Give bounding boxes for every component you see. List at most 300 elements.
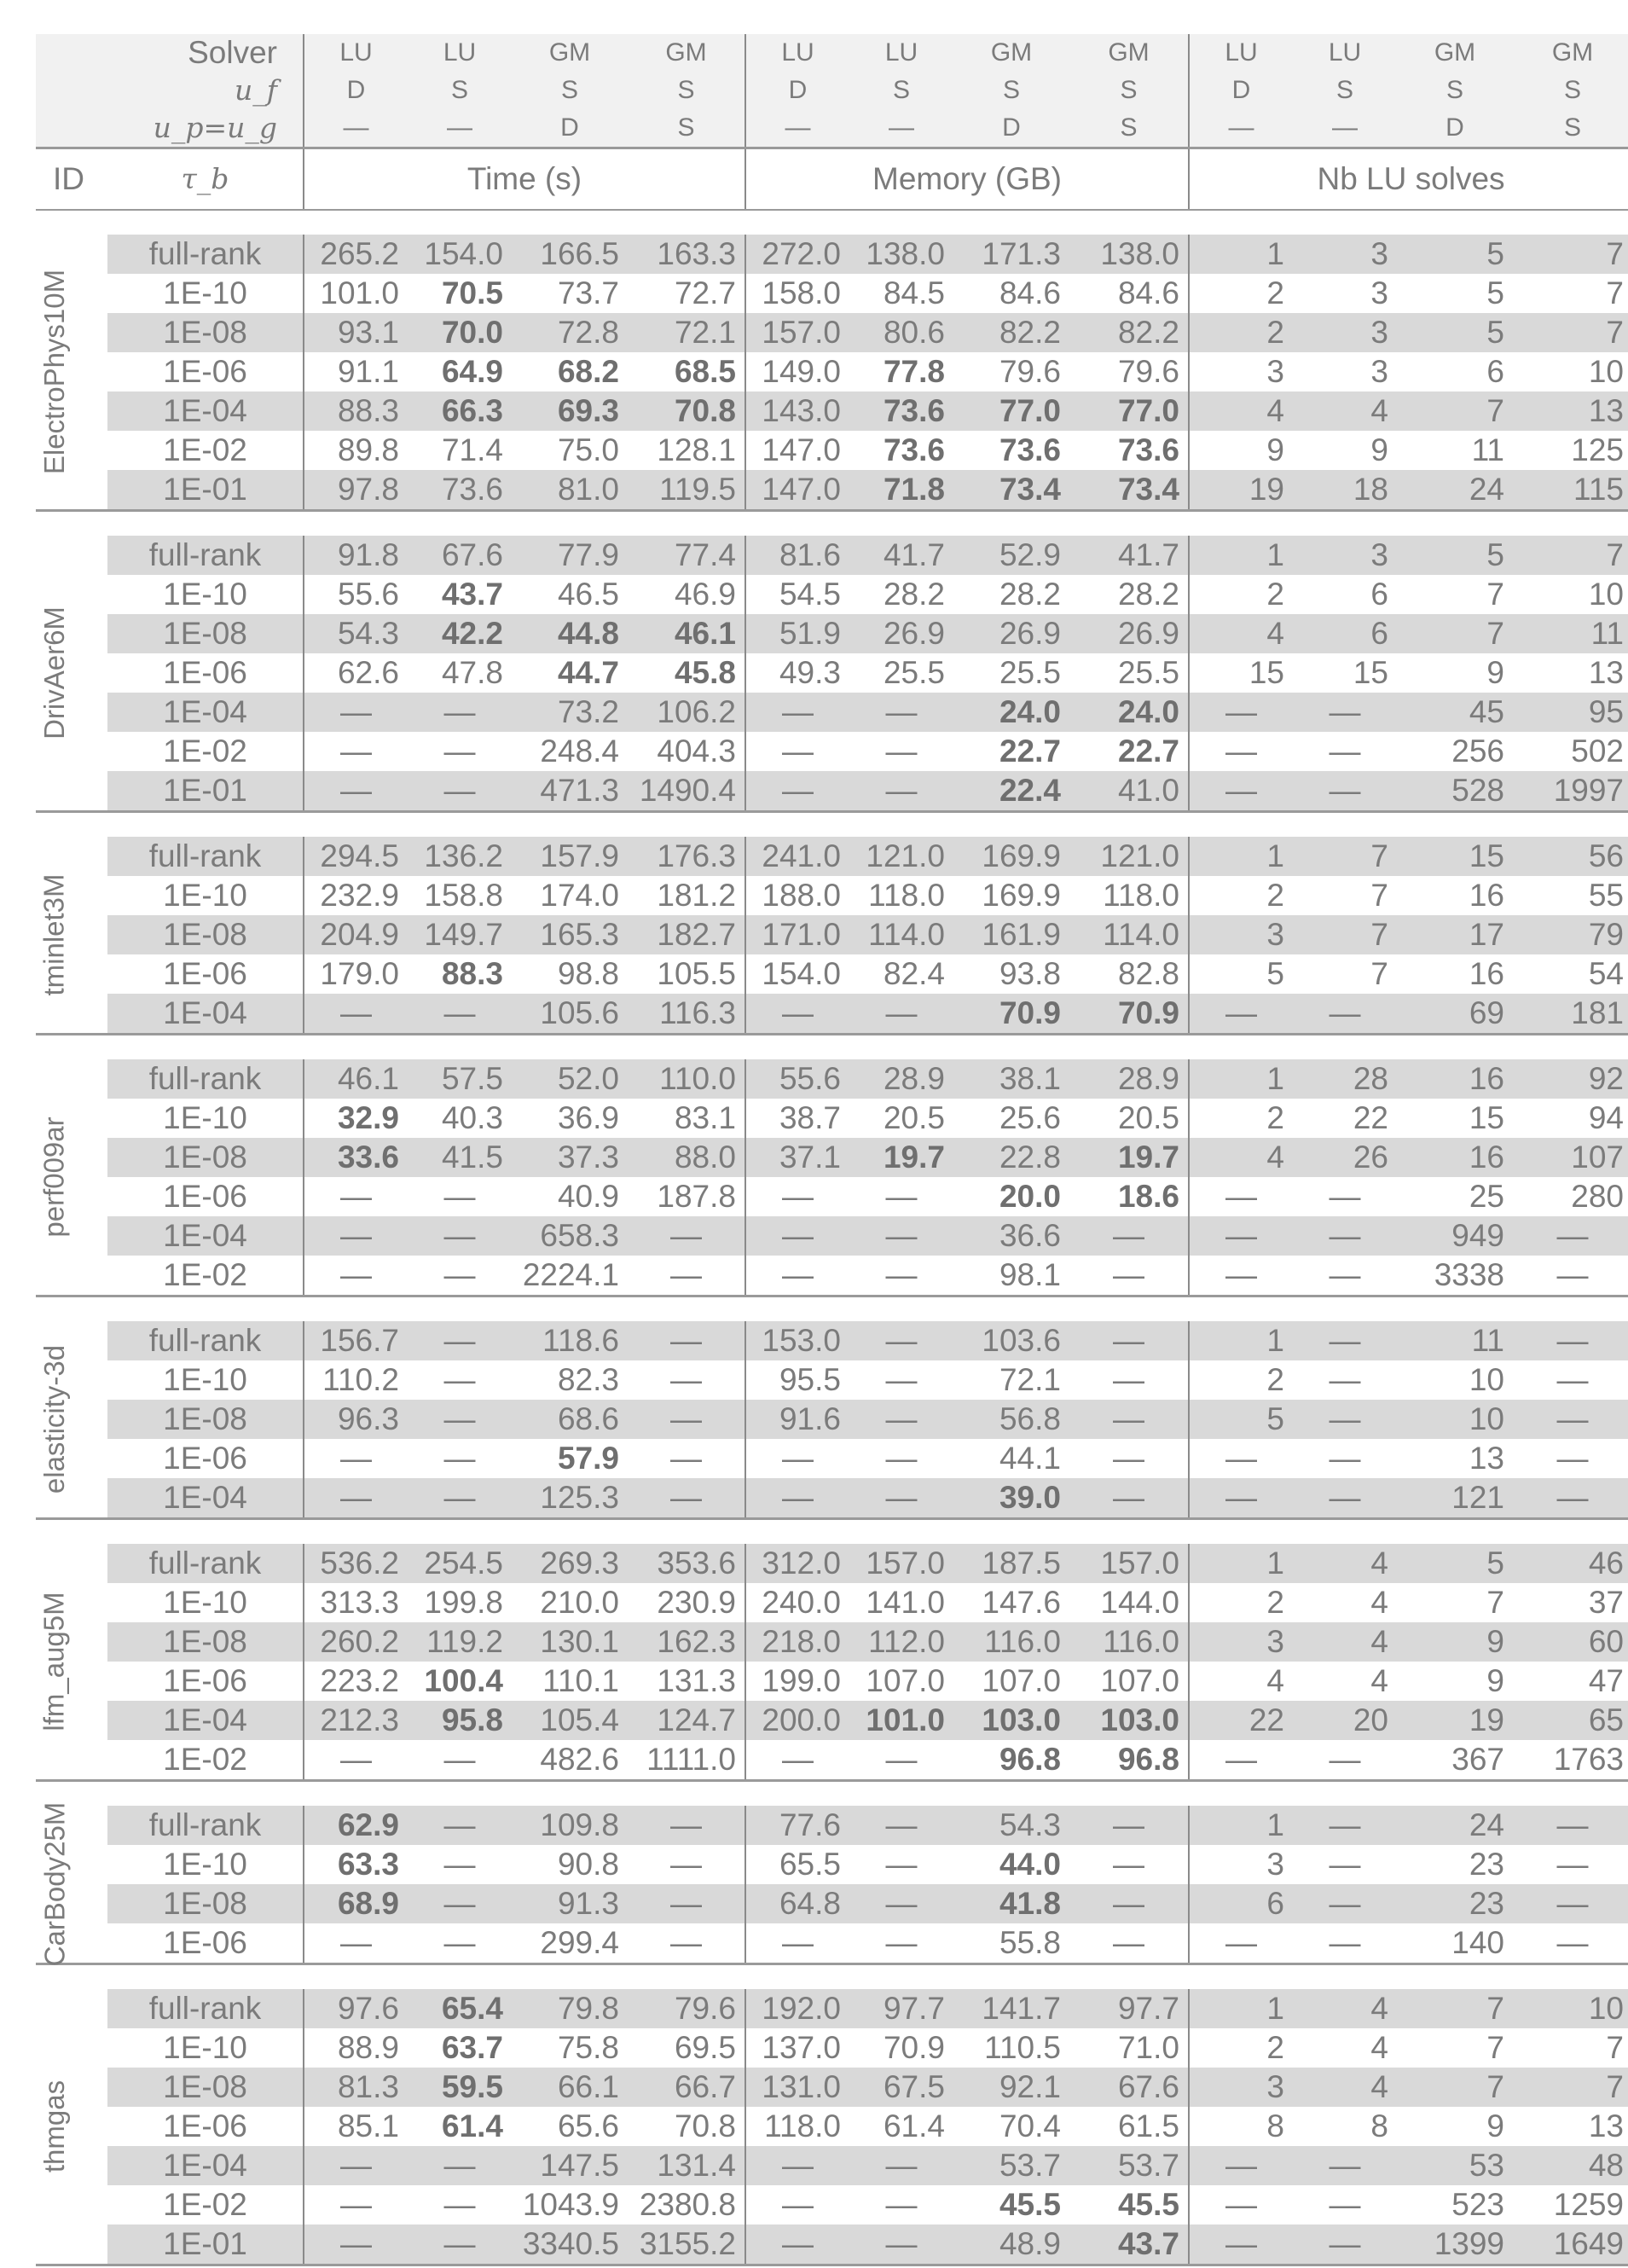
value-cell: — [849,994,953,1035]
group-id-label [36,1806,73,1963]
value-cell: — [304,693,408,732]
value-cell: 40.3 [408,1099,512,1138]
table-row [36,1622,1628,1662]
header-blank [36,34,107,72]
value-cell [849,392,953,431]
value-cell: — [1189,693,1293,732]
value-cell: 79.6 [1069,352,1189,392]
value-cell: 192.0 [745,1989,849,2028]
value-cell: 71.0 [1069,2028,1189,2068]
value-cell: — [304,1740,408,1781]
value-cell: 71.4 [408,431,512,470]
header-cell: S [628,109,745,148]
value-cell: — [1293,1400,1397,1439]
value-cell: — [1293,994,1397,1035]
value-cell [408,352,512,392]
value-cell: 3 [1293,352,1397,392]
value-cell: 4 [1293,1662,1397,1701]
value-cell [1069,693,1189,732]
value-cell: — [849,2146,953,2185]
value-cell: 130.1 [512,1622,628,1662]
value-cell: 51.9 [745,614,849,653]
value-cell: 13 [1513,2107,1628,2146]
best-value: 68.5 [675,354,736,389]
value-cell: 16 [1397,1138,1513,1177]
group-id-text: lfm_aug5M [35,1592,74,1731]
value-cell: 138.0 [849,235,953,274]
tau-cell: 1E-10 [107,1360,304,1400]
value-cell [953,1884,1069,1923]
value-cell: — [745,1177,849,1216]
value-cell [1069,732,1189,771]
best-value: 77.8 [884,354,945,389]
value-cell: 64.8 [745,1884,849,1923]
value-cell: 187.8 [628,1177,745,1216]
value-cell: 2 [1189,1360,1293,1400]
value-cell: — [849,1439,953,1478]
value-cell: 15 [1189,653,1293,693]
value-cell: 97.6 [304,1989,408,2028]
value-cell: 7 [1397,392,1513,431]
value-cell: 1763 [1513,1740,1628,1781]
tau-cell: 1E-06 [107,1439,304,1478]
value-cell: 60 [1513,1622,1628,1662]
tau-cell: full-rank [107,1989,304,2028]
group-id-text: perf009ar [35,1117,74,1237]
value-cell: 256 [1397,732,1513,771]
value-cell: 2 [1189,2028,1293,2068]
value-cell: 3340.5 [512,2224,628,2265]
value-cell: 128.1 [628,431,745,470]
value-cell: 91.8 [304,536,408,575]
value-cell: 121 [1397,1478,1513,1519]
best-value: 44.8 [558,616,619,651]
value-cell: 105.4 [512,1701,628,1740]
value-cell [304,1845,408,1884]
value-cell [408,1989,512,2028]
header-cell: GM [1513,34,1628,72]
group-separator [36,812,1628,838]
table-row [36,2224,1628,2265]
value-cell: — [1189,2224,1293,2265]
value-cell: 81.6 [745,536,849,575]
value-cell [953,470,1069,511]
value-cell: — [1293,1740,1397,1781]
value-cell: 1 [1189,1806,1293,1845]
value-cell: 97.7 [1069,1989,1189,2028]
value-cell: 11 [1397,431,1513,470]
value-cell: — [849,1845,953,1884]
value-cell: 147.0 [745,431,849,470]
tau-cell: 1E-06 [107,954,304,994]
best-value: 61.4 [442,2108,503,2143]
value-cell [953,693,1069,732]
table-row [36,771,1628,812]
table-row [36,994,1628,1035]
value-cell: 92.1 [953,2068,1069,2107]
value-cell [953,1740,1069,1781]
value-cell: 131.3 [628,1662,745,1701]
value-cell: 6 [1189,1884,1293,1923]
value-cell [1069,1177,1189,1216]
header-row-upug [36,109,1628,148]
value-cell: 4 [1293,2068,1397,2107]
table-row [36,235,1628,274]
value-cell: 523 [1397,2185,1513,2224]
value-cell: — [304,2185,408,2224]
value-cell: 20.5 [1069,1099,1189,1138]
value-cell: 4 [1293,1989,1397,2028]
best-value: 73.4 [999,472,1061,507]
value-cell: 13 [1397,1439,1513,1478]
value-cell: 7 [1397,1989,1513,2028]
value-cell: 56 [1513,837,1628,876]
tau-cell: 1E-10 [107,1845,304,1884]
value-cell: 46 [1513,1544,1628,1583]
value-cell: — [408,1256,512,1296]
value-cell: 313.3 [304,1583,408,1622]
value-cell: — [1513,1923,1628,1964]
table-bottom-rule [36,2265,1628,2268]
value-cell: 10 [1397,1400,1513,1439]
value-cell: 230.9 [628,1583,745,1622]
value-cell: 8 [1293,2107,1397,2146]
value-cell: 147.5 [512,2146,628,2185]
best-value: 20.0 [999,1179,1061,1214]
value-cell: 299.4 [512,1923,628,1964]
tau-cell: 1E-06 [107,1662,304,1701]
header-cell: LU [849,34,953,72]
value-cell: 10 [1397,1360,1513,1400]
value-cell [953,1845,1069,1884]
value-cell: 77.9 [512,536,628,575]
table-row [36,1059,1628,1099]
value-cell: 280 [1513,1177,1628,1216]
value-cell: — [745,1439,849,1478]
group-id-cell [36,1544,107,1781]
best-value: 70.5 [442,276,503,310]
value-cell: 9 [1189,431,1293,470]
table-row [36,431,1628,470]
value-cell: 47.8 [408,653,512,693]
value-cell: — [1189,732,1293,771]
value-cell: 91.3 [512,1884,628,1923]
value-cell: — [1513,1478,1628,1519]
group-id-cell [36,1321,107,1519]
value-cell: — [628,1923,745,1964]
value-cell: 10 [1513,1989,1628,2028]
value-cell: 7 [1513,536,1628,575]
value-cell: 163.3 [628,235,745,274]
value-cell: 144.0 [1069,1583,1189,1622]
value-cell: 6 [1293,575,1397,614]
value-cell: 138.0 [1069,235,1189,274]
group-id-cell [36,235,107,511]
value-cell: 165.3 [512,915,628,954]
value-cell: — [304,1439,408,1478]
value-cell: 9 [1397,653,1513,693]
value-cell: — [1069,1439,1189,1478]
tau-cell: 1E-08 [107,1622,304,1662]
value-cell: — [408,1923,512,1964]
group-id-label [36,1321,73,1517]
value-cell [953,431,1069,470]
value-cell: 98.8 [512,954,628,994]
value-cell: — [745,1478,849,1519]
best-value: 63.3 [338,1847,399,1882]
value-cell: 61.4 [849,2107,953,2146]
tau-cell: 1E-04 [107,392,304,431]
value-cell: 7 [1513,313,1628,352]
tau-cell: 1E-08 [107,1884,304,1923]
best-value: 96.8 [1118,1742,1179,1777]
header-cell: S [628,72,745,109]
value-cell: — [628,1360,745,1400]
header-cell: GM [1069,34,1189,72]
value-cell: 3155.2 [628,2224,745,2265]
value-cell: 7 [1397,2028,1513,2068]
header-cell: LU [745,34,849,72]
value-cell: 157.0 [849,1544,953,1583]
value-cell: 13 [1513,392,1628,431]
value-cell: 5 [1189,1400,1293,1439]
value-cell: 36.9 [512,1099,628,1138]
tau-cell: 1E-10 [107,1099,304,1138]
value-cell: — [1293,2224,1397,2265]
value-cell: 265.2 [304,235,408,274]
value-cell: 9 [1397,2107,1513,2146]
header-cell: S [1397,72,1513,109]
value-cell: — [1513,1400,1628,1439]
best-value: 95.8 [442,1702,503,1737]
value-cell: — [408,1439,512,1478]
value-cell [953,771,1069,812]
value-cell: — [1293,1806,1397,1845]
value-cell [408,575,512,614]
table-row [36,575,1628,614]
value-cell: 4 [1189,1662,1293,1701]
header-cell: S [1513,109,1628,148]
value-cell: 181.2 [628,876,745,915]
table-row [36,1099,1628,1138]
table-row [36,470,1628,511]
value-cell: 5 [1189,954,1293,994]
value-cell: 179.0 [304,954,408,994]
value-cell: — [1293,732,1397,771]
value-cell: 174.0 [512,876,628,915]
value-cell: — [304,2224,408,2265]
value-cell: 72.1 [628,313,745,352]
value-cell: 3 [1189,352,1293,392]
value-cell: 26.9 [1069,614,1189,653]
value-cell: 85.1 [304,2107,408,2146]
value-cell: 4 [1293,1544,1397,1583]
value-cell: 158.0 [745,274,849,313]
tau-cell: 1E-02 [107,1256,304,1296]
value-cell: — [1513,1256,1628,1296]
time-column-header: Time (s) [304,148,745,211]
value-cell: 77.6 [745,1806,849,1845]
value-cell: 116.0 [1069,1622,1189,1662]
value-cell: — [745,1923,849,1964]
value-cell [953,1478,1069,1519]
value-cell: — [628,1806,745,1845]
header-cell: S [1069,72,1189,109]
group-id-label [36,536,73,810]
value-cell: — [1293,1177,1397,1216]
header-label: u_p=u_g [107,109,304,148]
value-cell: 11 [1397,1321,1513,1360]
table-row [36,876,1628,915]
value-cell: 2 [1189,313,1293,352]
value-cell: 140 [1397,1923,1513,1964]
value-cell: — [1293,1923,1397,1964]
value-cell: 169.9 [953,837,1069,876]
value-cell: 13 [1513,653,1628,693]
value-cell: 57.5 [408,1059,512,1099]
value-cell [1069,470,1189,511]
value-cell: — [408,994,512,1035]
value-cell: 48 [1513,2146,1628,2185]
group-id-label [36,235,73,509]
value-cell: — [1069,1216,1189,1256]
value-cell: 9 [1397,1622,1513,1662]
header-cell: — [745,109,849,148]
value-cell: 53.7 [1069,2146,1189,2185]
value-cell [953,1177,1069,1216]
value-cell: — [849,1216,953,1256]
value-cell: — [1293,1321,1397,1360]
value-cell: 2 [1189,575,1293,614]
header-cell: D [512,109,628,148]
value-cell: 84.6 [953,274,1069,313]
group-id-label [36,1059,73,1295]
value-cell [849,431,953,470]
table-row [36,2185,1628,2224]
value-cell: 91.1 [304,352,408,392]
value-cell: — [1189,1439,1293,1478]
value-cell: 94 [1513,1099,1628,1138]
tau-cell: full-rank [107,1806,304,1845]
value-cell: 5 [1397,536,1513,575]
value-cell: 1 [1189,1321,1293,1360]
value-cell [512,352,628,392]
value-cell: 25.6 [953,1099,1069,1138]
value-cell: 482.6 [512,1740,628,1781]
value-cell: 41.7 [1069,536,1189,575]
value-cell: 16 [1397,954,1513,994]
value-cell: 8 [1189,2107,1293,2146]
value-cell: — [408,2146,512,2185]
value-cell: 66.1 [512,2068,628,2107]
tau-cell: 1E-02 [107,732,304,771]
header-cell: D [745,72,849,109]
value-cell: 199.8 [408,1583,512,1622]
value-cell: 77.4 [628,536,745,575]
header-cell: — [849,109,953,148]
group-id-text: tminlet3M [35,873,74,995]
tau-cell: full-rank [107,1544,304,1583]
value-cell: — [408,1360,512,1400]
value-cell: 22 [1189,1701,1293,1740]
value-cell: 68.6 [512,1400,628,1439]
value-cell: — [304,1177,408,1216]
value-cell: 1 [1189,235,1293,274]
tau-cell: 1E-02 [107,431,304,470]
value-cell: — [1189,2146,1293,2185]
table-row [36,653,1628,693]
value-cell: — [1293,2146,1397,2185]
header-cell: S [1513,72,1628,109]
value-cell: 81.0 [512,470,628,511]
group-id-cell [36,536,107,812]
value-cell: — [1189,2185,1293,2224]
value-cell: 294.5 [304,837,408,876]
value-cell: 1 [1189,1544,1293,1583]
table-row [36,1256,1628,1296]
value-cell: 16 [1397,1059,1513,1099]
value-cell: 28.2 [1069,575,1189,614]
value-cell: 72.8 [512,313,628,352]
value-cell: 20 [1293,1701,1397,1740]
value-cell: 83.1 [628,1099,745,1138]
value-cell: 143.0 [745,392,849,431]
value-cell: 147.0 [745,470,849,511]
value-cell: — [1069,1478,1189,1519]
value-cell: — [1293,1256,1397,1296]
value-cell: — [849,1256,953,1296]
value-cell: 79.6 [953,352,1069,392]
best-value: 42.2 [442,616,503,651]
value-cell [1069,2185,1189,2224]
value-cell [512,614,628,653]
best-value: 22.4 [999,773,1061,808]
value-cell: 204.9 [304,915,408,954]
table-row [36,1923,1628,1964]
value-cell [849,1138,953,1177]
value-cell: 141.7 [953,1989,1069,2028]
value-cell: — [628,1884,745,1923]
value-cell: 254.5 [408,1544,512,1583]
value-cell: — [408,771,512,812]
value-cell: 67.5 [849,2068,953,2107]
value-cell: 72.7 [628,274,745,313]
header-cell: D [1397,109,1513,148]
value-cell: — [1293,1439,1397,1478]
best-value: 44.7 [558,655,619,690]
tau-cell: 1E-06 [107,2107,304,2146]
value-cell: — [849,2185,953,2224]
value-cell: — [745,2224,849,2265]
table-row [36,1884,1628,1923]
table-row [36,1583,1628,1622]
value-cell: 107 [1513,1138,1628,1177]
value-cell: — [1513,1439,1628,1478]
value-cell: 9 [1293,431,1397,470]
value-cell: 26.9 [849,614,953,653]
value-cell: 70.9 [849,2028,953,2068]
value-cell: — [304,732,408,771]
value-cell: 1 [1189,1989,1293,2028]
value-cell: 7 [1513,274,1628,313]
value-cell: 40.9 [512,1177,628,1216]
table-body [36,210,1628,2268]
header-cell: D [1189,72,1293,109]
value-cell [849,470,953,511]
best-value: 32.9 [338,1100,399,1135]
value-cell: 3 [1293,235,1397,274]
group-separator [36,511,1628,537]
